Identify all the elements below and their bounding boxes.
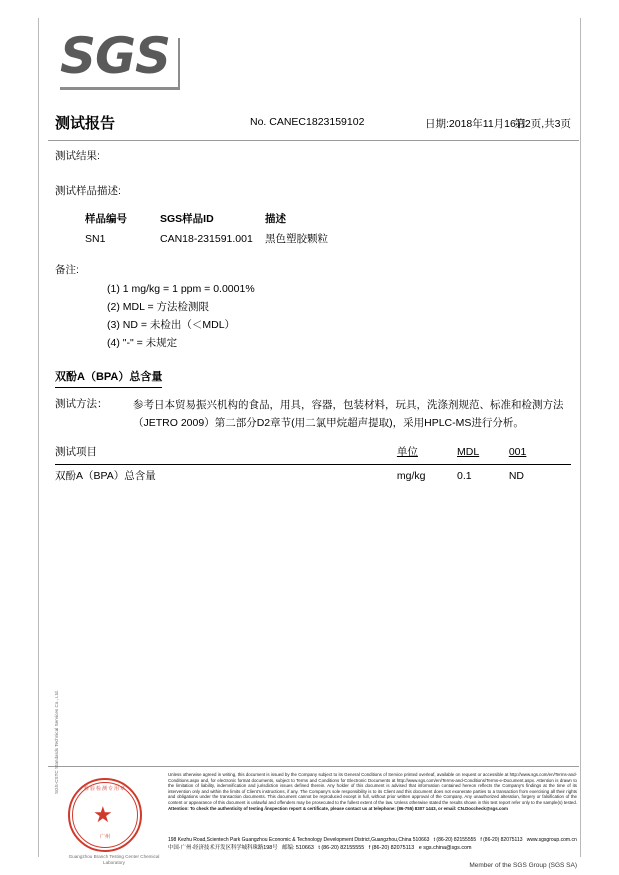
cell-sample-no: SN1 <box>85 233 106 245</box>
legal-attention: Attention: To check the authenticity of testing /inspection report & certificate, please contact us at telephone: (86-755) 8307 1443, or email: CN.Doccheck@sgs.com <box>168 805 508 811</box>
address-email: e sgs.china@sgs.com <box>418 845 472 851</box>
address-en: 198 Kezhu Road,Scientech Park Guangzhou Economic & Technology Development District,Guangzhou,China 510663 <box>168 837 430 843</box>
remarks-label: 备注: <box>55 264 79 276</box>
results-header-row <box>55 442 571 465</box>
member-line: Member of the SGS Group (SGS SA) <box>469 862 577 869</box>
address-fax-en: f (86-20) 82075113 <box>480 837 523 843</box>
section-title: 双酚A（BPA）总含量 <box>55 369 162 388</box>
address-web: www.sgsgroup.com.cn <box>526 837 577 843</box>
report-date: 日期:2018年11月16日 <box>425 118 527 130</box>
method-block <box>55 396 571 432</box>
col-sample-no: 样品编号 <box>85 213 127 225</box>
section-heading-wrap <box>55 369 571 388</box>
address-cn: 中国·广州·经济技术开发区科学城科珠路198号 <box>168 845 278 851</box>
legal-body: Unless otherwise agreed in writing, this document is issued by the Company subject to its General Conditions of Service printed overleaf, available on request or accessible at http://www.sgs.com/en/Terms-and-Conditions.aspx and, for electronic format documents, subject to Terms and Conditions for Electronic Documents at http://www.sgs.com/en/Terms-and-Conditions/Terms-e-Document.aspx. Attention is drawn to the limitation of liability, indemnification and jurisdiction issues defined therein. Any holder of this document is advised that information contained hereon reflects the Company's findings at the time of its intervention only and within the limits of Client's instructions, if any. The Company's sole responsibility is to its Client and this document does not exonerate parties to a transaction from exercising all their rights and obligations under the transaction documents. This document cannot be reproduced except in full, without prior written approval of the Company. Any unauthorized alteration, forgery or falsification of the content or appearance of this document is unlawful and offenders may be prosecuted to the fullest extent of the law. Unless otherwise stated the results shown in this test report refer only to the sample(s) tested. <box>168 772 577 805</box>
cell-mdl: 0.1 <box>457 470 472 482</box>
page-number: 第2页,共3页 <box>514 118 571 130</box>
col-mdl: MDL <box>457 442 509 465</box>
page-title: 测试报告 <box>55 115 116 132</box>
results-row <box>55 465 571 488</box>
stamp-caption: Guangzhou Branch Testing Center Chemical Laboratory <box>68 854 160 865</box>
company-stamp <box>54 690 168 865</box>
col-unit: 单位 <box>397 442 457 465</box>
col-sgs-id: SGS样品ID <box>160 213 214 225</box>
address-zip-cn: 邮编: 510663 <box>282 845 314 851</box>
cell-unit: mg/kg <box>396 470 426 482</box>
sample-table <box>85 210 328 250</box>
left-margin-rule <box>38 18 39 857</box>
remark-item: (4) "-" = 未规定 <box>107 337 178 349</box>
results-label: 测试结果: <box>55 150 100 162</box>
stamp-side-text: SGS-CSTC Standards Technical Services Co., Ltd. <box>54 690 59 794</box>
cell-test-item: 双酚A（BPA）总含量 <box>55 470 156 482</box>
legal-notice <box>168 772 577 811</box>
star-icon: ★ <box>93 802 113 827</box>
sgs-logo-bar <box>60 87 178 90</box>
title-divider <box>48 140 579 141</box>
sgs-logo-text: SGS <box>60 27 171 85</box>
title-row <box>55 112 571 136</box>
sgs-logo-tick <box>178 38 180 90</box>
col-description: 描述 <box>265 213 286 225</box>
address-row-cn <box>168 844 577 852</box>
col-test-item: 测试项目 <box>55 442 397 465</box>
remark-item: (2) MDL = 方法检测限 <box>107 301 209 313</box>
right-margin-rule <box>580 18 581 857</box>
results-table <box>55 442 571 487</box>
address-fax-cn: f (86-20) 82075113 <box>368 845 415 851</box>
address-tel-cn: t (86-20) 82155555 <box>318 845 365 851</box>
stamp-bottom-text: 广州 <box>99 834 110 840</box>
report-body <box>55 148 571 487</box>
remark-item: (3) ND = 未检出（＜MDL） <box>107 319 236 331</box>
sgs-logo <box>60 27 190 92</box>
address-tel-en: t (86-20) 82155555 <box>433 837 477 843</box>
remark-item: (1) 1 mg/kg = 1 ppm = 0.0001% <box>107 283 255 295</box>
method-label: 测试方法： <box>55 398 108 410</box>
address-block <box>168 836 577 852</box>
cell-sgs-id: CAN18-231591.001 <box>160 233 253 245</box>
address-row-en <box>168 836 577 844</box>
remarks-list <box>107 281 571 352</box>
cell-description: 黑色塑胶颗粒 <box>265 233 328 245</box>
report-number: No. CANEC1823159102 <box>250 116 365 128</box>
sample-description-label: 测试样品描述: <box>55 185 121 197</box>
table-row <box>85 230 328 250</box>
footer-divider <box>48 766 579 767</box>
stamp-top-text: 检验检测专用章 <box>83 786 126 792</box>
cell-result: ND <box>508 470 524 482</box>
method-text: 参考日本贸易振兴机构的食品，用具，容器，包装材料，玩具，洗涤剂规范、标准和检测方法（JETRO 2009）第二部分D2章节(用二氯甲烷超声提取)，采用HPLC-MS进行分析。 <box>133 399 564 429</box>
table-header-row <box>85 210 328 230</box>
col-sample-001: 001 <box>509 442 571 465</box>
